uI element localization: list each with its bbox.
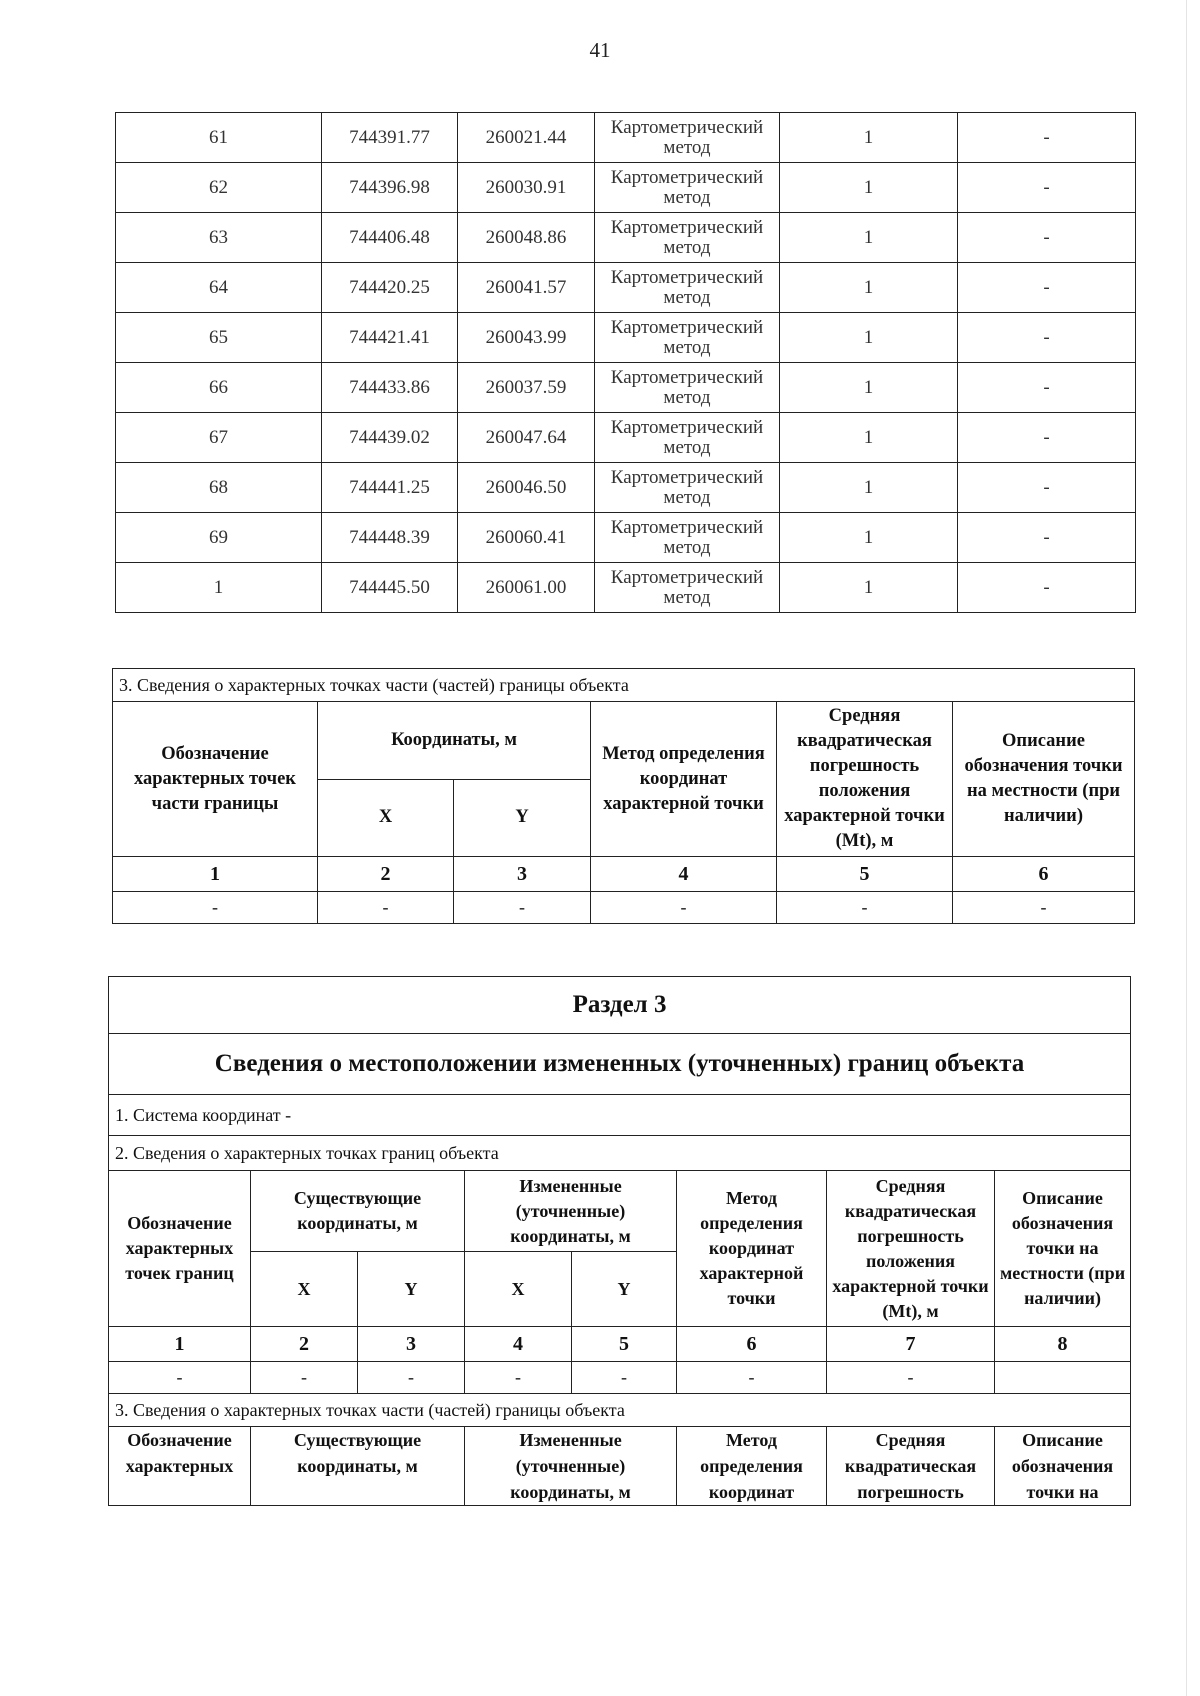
- y-coordinate-cell: 260060.41: [458, 513, 595, 563]
- section-subtitle: Сведения о местоположении измененных (уточненных) границ объекта: [109, 1034, 1131, 1095]
- column-number-cell: 3: [454, 857, 591, 892]
- y-header: Y: [454, 779, 591, 857]
- point-number-cell: 67: [116, 413, 322, 463]
- empty-cell: -: [454, 892, 591, 924]
- empty-cell: -: [777, 892, 953, 924]
- column-number-cell: 5: [777, 857, 953, 892]
- x-coordinate-cell: 744406.48: [322, 213, 458, 263]
- table-row: [116, 163, 1136, 213]
- description-cell: -: [958, 213, 1136, 263]
- x-coordinate-cell: 744445.50: [322, 563, 458, 613]
- description-cell: -: [958, 563, 1136, 613]
- error-cell: 1: [780, 413, 958, 463]
- boundary-points-table-continued: [115, 112, 1136, 613]
- empty-cell: -: [358, 1362, 465, 1394]
- table-row: [116, 363, 1136, 413]
- description-cell: -: [958, 413, 1136, 463]
- empty-cell: -: [572, 1362, 677, 1394]
- x-coordinate-cell: 744396.98: [322, 163, 458, 213]
- error-cell: 1: [780, 513, 958, 563]
- scan-edge-line: [1186, 0, 1187, 1696]
- section3-table: [108, 976, 1131, 1506]
- part-method-header: Метод определения координат: [677, 1427, 827, 1506]
- empty-cell: -: [827, 1362, 995, 1394]
- y-coordinate-cell: 260046.50: [458, 463, 595, 513]
- page-number: 41: [589, 38, 611, 62]
- column-number-cell: 1: [113, 857, 318, 892]
- method-cell: Картометрический метод: [595, 113, 780, 163]
- description-cell: -: [958, 513, 1136, 563]
- method-cell: Картометрический метод: [595, 263, 780, 313]
- error-header: Средняя квадратическая погрешность положения характерной точки (Mt), м: [777, 702, 953, 857]
- method-header: Метод определения координат характерной точки: [677, 1171, 827, 1327]
- existing-y-header: Y: [358, 1252, 465, 1327]
- point-number-cell: 63: [116, 213, 322, 263]
- empty-cell: -: [591, 892, 777, 924]
- column-numbers-row: [109, 1327, 1131, 1362]
- changed-coords-header: Измененные (уточненные) координаты, м: [465, 1171, 677, 1252]
- y-coordinate-cell: 260048.86: [458, 213, 595, 263]
- column-number-cell: 2: [318, 857, 454, 892]
- description-cell: -: [958, 363, 1136, 413]
- column-number-cell: 6: [953, 857, 1135, 892]
- column-number-cell: 4: [591, 857, 777, 892]
- empty-cell: -: [677, 1362, 827, 1394]
- table-row: [116, 263, 1136, 313]
- empty-cell: -: [251, 1362, 358, 1394]
- x-coordinate-cell: 744441.25: [322, 463, 458, 513]
- method-header: Метод определения координат характерной точки: [591, 702, 777, 857]
- empty-data-row: [113, 892, 1135, 924]
- table-row: [116, 313, 1136, 363]
- error-cell: 1: [780, 263, 958, 313]
- column-number-cell: 4: [465, 1327, 572, 1362]
- column-number-cell: 2: [251, 1327, 358, 1362]
- error-cell: 1: [780, 163, 958, 213]
- column-number-cell: 6: [677, 1327, 827, 1362]
- column-number-cell: 3: [358, 1327, 465, 1362]
- method-cell: Картометрический метод: [595, 213, 780, 263]
- point-number-cell: 69: [116, 513, 322, 563]
- part-boundary-points-table: [112, 668, 1135, 924]
- method-cell: Картометрический метод: [595, 313, 780, 363]
- column-number-cell: 1: [109, 1327, 251, 1362]
- point-number-cell: 62: [116, 163, 322, 213]
- part-description-header: Описание обозначения точки на: [995, 1427, 1131, 1506]
- method-cell: Картометрический метод: [595, 163, 780, 213]
- method-cell: Картометрический метод: [595, 563, 780, 613]
- column-number-cell: 8: [995, 1327, 1131, 1362]
- existing-x-header: X: [251, 1252, 358, 1327]
- y-coordinate-cell: 260047.64: [458, 413, 595, 463]
- description-header: Описание обозначения точки на местности (при наличии): [995, 1171, 1131, 1327]
- table-row: [116, 463, 1136, 513]
- error-cell: 1: [780, 213, 958, 263]
- existing-coords-header: Существующие координаты, м: [251, 1171, 465, 1252]
- point-number-cell: 1: [116, 563, 322, 613]
- empty-cell: -: [109, 1362, 251, 1394]
- section-title: Раздел 3: [109, 977, 1131, 1034]
- part-boundary-caption: 3. Сведения о характерных точках части (частей) границы объекта: [109, 1394, 1131, 1427]
- error-cell: 1: [780, 113, 958, 163]
- x-coordinate-cell: 744433.86: [322, 363, 458, 413]
- part-existing-header: Существующие координаты, м: [251, 1427, 465, 1506]
- coordinate-system: 1. Система координат -: [109, 1095, 1131, 1136]
- table-row: [116, 563, 1136, 613]
- point-number-cell: 66: [116, 363, 322, 413]
- error-cell: 1: [780, 563, 958, 613]
- point-number-cell: 61: [116, 113, 322, 163]
- part-designation-header: Обозначение характерных: [109, 1427, 251, 1506]
- error-header: Средняя квадратическая погрешность положения характерной точки (Mt), м: [827, 1171, 995, 1327]
- part-changed-header: Измененные (уточненные) координаты, м: [465, 1427, 677, 1506]
- table-row: [116, 113, 1136, 163]
- error-cell: 1: [780, 463, 958, 513]
- error-cell: 1: [780, 313, 958, 363]
- y-coordinate-cell: 260037.59: [458, 363, 595, 413]
- x-coordinate-cell: 744439.02: [322, 413, 458, 463]
- part-error-header: Средняя квадратическая погрешность: [827, 1427, 995, 1506]
- changed-y-header: Y: [572, 1252, 677, 1327]
- empty-cell: -: [318, 892, 454, 924]
- method-cell: Картометрический метод: [595, 463, 780, 513]
- method-cell: Картометрический метод: [595, 413, 780, 463]
- column-number-cell: 7: [827, 1327, 995, 1362]
- changed-x-header: X: [465, 1252, 572, 1327]
- description-header: Описание обозначения точки на местности (при наличии): [953, 702, 1135, 857]
- empty-data-row: [109, 1362, 1131, 1394]
- part-boundary-caption: 3. Сведения о характерных точках части (частей) границы объекта: [113, 669, 1135, 702]
- empty-cell: -: [465, 1362, 572, 1394]
- x-coordinate-cell: 744420.25: [322, 263, 458, 313]
- y-coordinate-cell: 260030.91: [458, 163, 595, 213]
- table-row: [116, 413, 1136, 463]
- boundary-points-body: [116, 113, 1136, 613]
- method-cell: Картометрический метод: [595, 513, 780, 563]
- coordinates-header: Координаты, м: [318, 702, 591, 780]
- method-cell: Картометрический метод: [595, 363, 780, 413]
- point-number-cell: 65: [116, 313, 322, 363]
- y-coordinate-cell: 260021.44: [458, 113, 595, 163]
- empty-cell: -: [113, 892, 318, 924]
- table-row: [116, 513, 1136, 563]
- empty-cell: [995, 1362, 1131, 1394]
- column-number-cell: 5: [572, 1327, 677, 1362]
- empty-cell: -: [953, 892, 1135, 924]
- y-coordinate-cell: 260061.00: [458, 563, 595, 613]
- points-caption: 2. Сведения о характерных точках границ объекта: [109, 1136, 1131, 1171]
- error-cell: 1: [780, 363, 958, 413]
- designation-header: Обозначение характерных точек границ: [109, 1171, 251, 1327]
- description-cell: -: [958, 163, 1136, 213]
- description-cell: -: [958, 463, 1136, 513]
- description-cell: -: [958, 113, 1136, 163]
- table-row: [116, 213, 1136, 263]
- description-cell: -: [958, 313, 1136, 363]
- y-coordinate-cell: 260043.99: [458, 313, 595, 363]
- designation-header: Обозначение характерных точек части границы: [113, 702, 318, 857]
- x-coordinate-cell: 744421.41: [322, 313, 458, 363]
- column-numbers-row: [113, 857, 1135, 892]
- point-number-cell: 68: [116, 463, 322, 513]
- y-coordinate-cell: 260041.57: [458, 263, 595, 313]
- description-cell: -: [958, 263, 1136, 313]
- x-header: X: [318, 779, 454, 857]
- x-coordinate-cell: 744448.39: [322, 513, 458, 563]
- x-coordinate-cell: 744391.77: [322, 113, 458, 163]
- point-number-cell: 64: [116, 263, 322, 313]
